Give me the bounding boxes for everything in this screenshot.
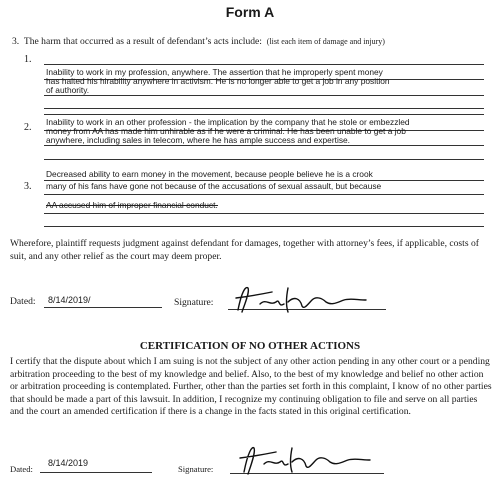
ruled-line: [44, 213, 484, 214]
handwritten-signature-2: [234, 440, 374, 478]
dated-value-2: 8/14/2019: [48, 458, 89, 468]
harm-item-2-line-2: money from AA has made him unhirable as if he were a criminal. He has been unable to get a job: [46, 126, 406, 136]
harm-item-1-number: 1.: [24, 54, 32, 65]
harm-item-1-line-3: of authority.: [46, 85, 90, 95]
form-title: Form A: [225, 4, 275, 20]
ruled-line: [44, 64, 484, 65]
handwritten-signature-1: [232, 282, 372, 316]
harm-header: [12, 36, 385, 47]
ruled-line: [44, 108, 484, 109]
ruled-line: [44, 159, 484, 160]
harm-item-3-number: 3.: [24, 181, 32, 192]
dated-label-2: Dated:: [10, 464, 33, 474]
harm-item-1-line-1: Inability to work in my profession, anywhere. The assertion that he improperly spent money: [46, 67, 383, 77]
date-line: [44, 307, 162, 308]
harm-intro-number: 3.: [12, 36, 20, 47]
harm-intro-note: (list each item of damage and injury): [266, 37, 385, 46]
date-line-2: [40, 472, 152, 473]
dated-label: Dated:: [10, 296, 36, 307]
harm-item-3-line-1: Decreased ability to earn money in the movement, because people believe he is a crook: [46, 169, 373, 179]
harm-item-2-line-1: Inability to work in an other profession - the implication by the company that he stole or embezzled: [46, 117, 410, 127]
harm-item-2-line-3: anywhere, including sales in telecom, where he has ample success and expertise.: [46, 135, 350, 145]
signature-label: Signature:: [174, 297, 214, 308]
ruled-line: [44, 145, 484, 146]
dated-value: 8/14/2019/: [48, 295, 91, 305]
harm-item-2-number: 2.: [24, 122, 32, 133]
ruled-line: [44, 226, 484, 227]
signature-label-2: Signature:: [178, 464, 214, 474]
ruled-line: [44, 114, 484, 115]
harm-item-1-line-2: has halted his hirability anywhere in activism. He is no longer able to get a job in any position: [46, 76, 390, 86]
ruled-line: [44, 194, 484, 195]
harm-item-3-line-3-wrap: [46, 201, 218, 211]
certification-paragraph: I certify that the dispute about which I am suing is not the subject of any other action pending in any other court or a pending arbitration proceeding to the best of my knowledge and belief. Also, to the best of my knowledge and belief no other action or arbitration proceeding is contemplated. Further, other than the parties set forth in this complaint, I know of no other parties that should be made a part of this lawsuit. In addition, I recognize my continuing obligation to file and serve on all parties and the court an amended certification if there is a change in the facts stated in this original certification.: [10, 356, 492, 418]
harm-intro-text: The harm that occurred as a result of defendant’s acts include:: [23, 36, 262, 47]
wherefore-paragraph: Wherefore, plaintiff requests judgment against defendant for damages, together with attorney’s fees, if applicable, costs of suit, and any other relief as the court may deem proper.: [10, 238, 479, 262]
ruled-line: [44, 95, 484, 96]
certification-title: CERTIFICATION OF NO OTHER ACTIONS: [139, 340, 361, 352]
harm-item-3-line-2: many of his fans have gone not because of the accusations of sexual assault, but because: [46, 181, 382, 191]
harm-item-3-line-3: AA accused him of improper financial conduct.: [46, 200, 218, 210]
